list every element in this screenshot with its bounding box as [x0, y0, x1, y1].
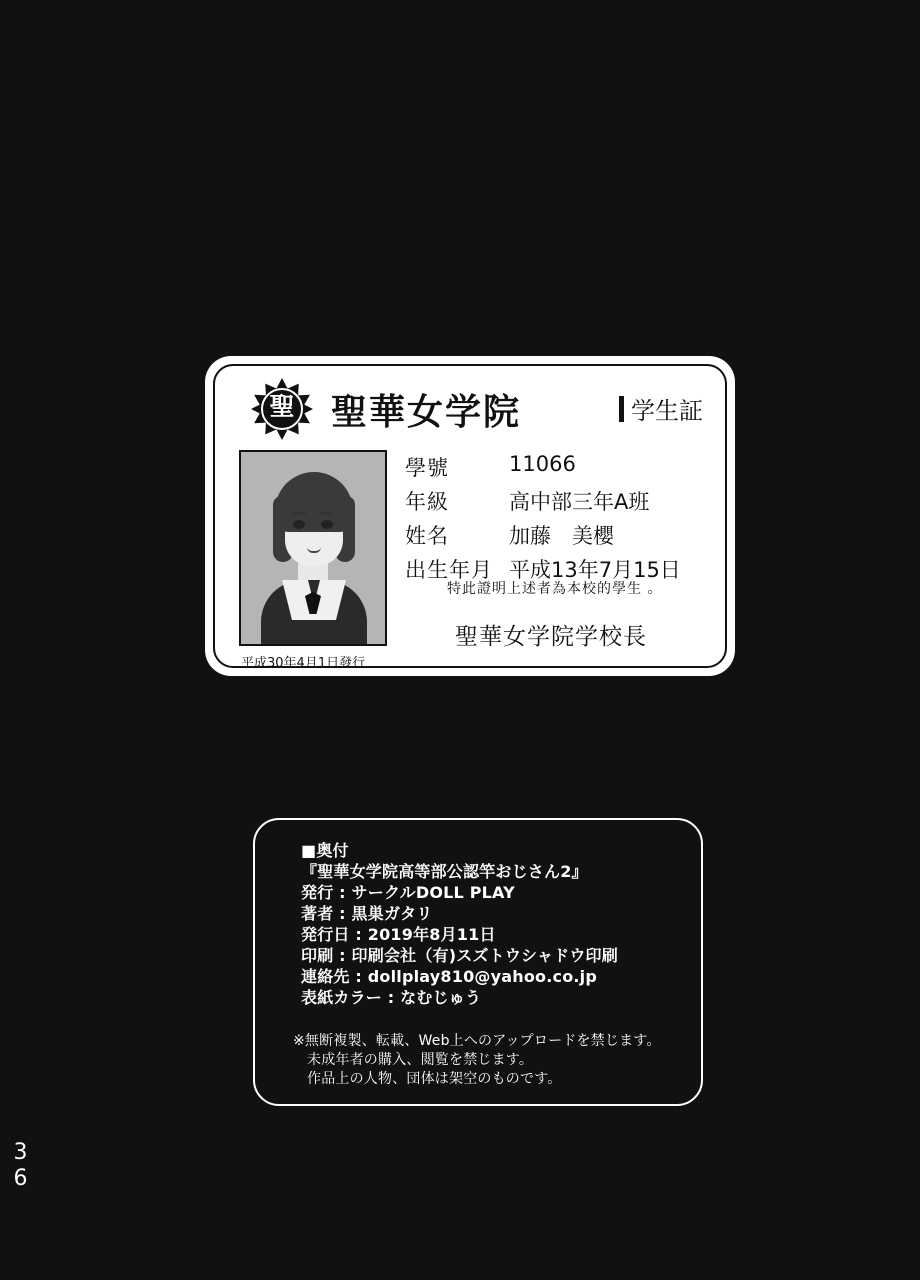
id-card-field-list — [405, 452, 715, 588]
notice-fiction-disclaimer: 作品上の人物、団体は架空のものです。 — [307, 1071, 562, 1087]
field-label-student-number: 學號 — [405, 456, 449, 480]
portrait-eye-right — [321, 520, 333, 529]
field-row — [405, 520, 715, 550]
colophon-author: 著者 : 黒巣ガタリ — [301, 904, 433, 923]
portrait-eyebrow-left — [292, 512, 306, 515]
student-photo-frame — [239, 450, 387, 646]
colophon-line-list — [301, 840, 618, 1008]
portrait-bangs — [285, 482, 343, 508]
card-signer: 聖華女学院学校長 — [455, 624, 647, 650]
colophon-heading: ■奥付 — [301, 841, 349, 860]
card-type-label: 学生証 — [631, 397, 703, 425]
field-row — [405, 452, 715, 482]
colophon-publisher: 発行 : サークルDOLL PLAY — [301, 883, 515, 902]
card-type-bar — [619, 396, 624, 422]
field-value-birthdate: 平成13年7月15日 — [509, 558, 681, 582]
emblem-character: 聖 — [269, 392, 295, 421]
notice-no-reproduction: ※無断複製、転載、Web上へのアップロードを禁じます。 — [293, 1033, 661, 1049]
colophon-title: 『聖華女学院高等部公認竿おじさん2』 — [301, 862, 588, 881]
school-name: 聖華女学院 — [331, 392, 522, 433]
field-label-grade: 年級 — [405, 490, 449, 514]
issue-date: 平成30年4月1日發行 — [241, 656, 366, 671]
field-label-birthdate: 出生年月 — [405, 558, 493, 582]
card-type-group — [619, 391, 703, 426]
field-value-grade: 高中部三年A班 — [509, 490, 650, 514]
colophon-notice-list — [293, 1032, 661, 1089]
student-id-card — [205, 356, 735, 676]
field-value-name: 加藤 美櫻 — [509, 524, 614, 548]
notice-age-restriction: 未成年者の購入、閲覧を禁じます。 — [307, 1052, 534, 1068]
student-portrait-image — [241, 452, 385, 644]
school-emblem-icon — [251, 378, 313, 440]
certification-statement: 特此證明上述者為本校的學生 。 — [447, 581, 663, 597]
portrait-eye-left — [293, 520, 305, 529]
colophon-contact: 連絡先 : dollplay810@yahoo.co.jp — [301, 967, 597, 986]
colophon-panel — [253, 818, 703, 1106]
page-number: 36 — [8, 1140, 33, 1192]
colophon-printer: 印刷 : 印刷会社（有)スズトウシャドウ印刷 — [301, 946, 618, 965]
colophon-cover-color: 表紙カラー : なむじゅう — [301, 988, 482, 1007]
id-card-inner-border — [213, 364, 727, 671]
portrait-eyebrow-right — [320, 512, 334, 515]
field-label-name: 姓名 — [405, 524, 449, 548]
field-row — [405, 486, 715, 516]
colophon-publish-date: 発行日 : 2019年8月11日 — [301, 925, 496, 944]
field-value-student-number: 11066 — [509, 452, 576, 476]
